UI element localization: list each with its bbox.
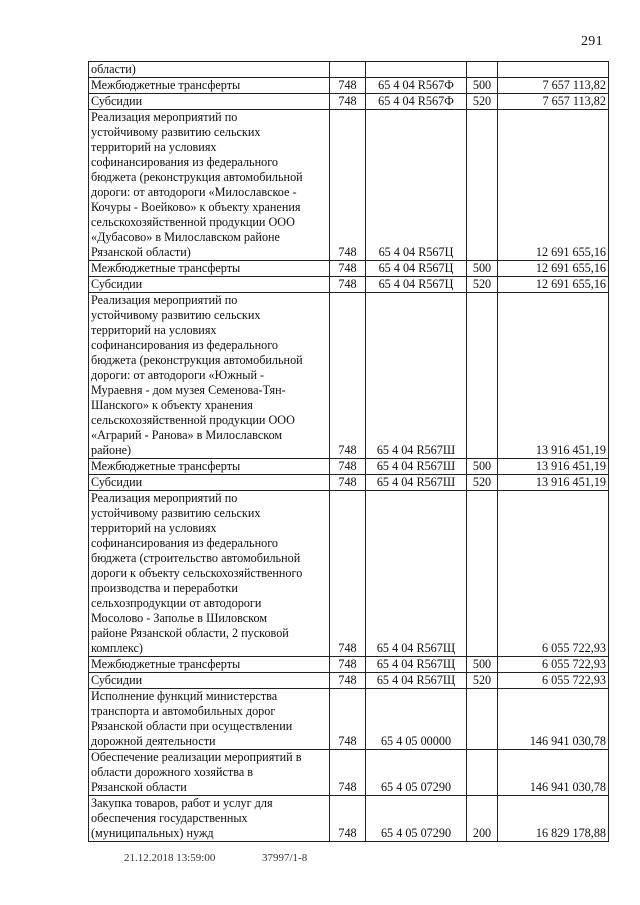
row-vr-cell [467, 750, 498, 796]
row-csr-cell: 65 4 04 R567Щ [366, 491, 467, 657]
row-ved-cell: 748 [330, 94, 366, 110]
table-row [89, 796, 609, 842]
row-sum-cell: 7 657 113,82 [498, 94, 609, 110]
row-csr-cell: 65 4 04 R567Ф [366, 94, 467, 110]
row-name-cell: Субсидии [89, 673, 330, 689]
row-vr-cell [467, 689, 498, 750]
row-csr-cell: 65 4 05 07290 [366, 750, 467, 796]
row-csr-cell: 65 4 04 R567Щ [366, 657, 467, 673]
table-row [89, 459, 609, 475]
budget-table [88, 61, 609, 842]
row-vr-cell: 200 [467, 796, 498, 842]
row-name-cell: Субсидии [89, 277, 330, 293]
table-row [89, 78, 609, 94]
table-row [89, 673, 609, 689]
table-row [89, 491, 609, 657]
footer-timestamp: 21.12.2018 13:59:00 [124, 852, 216, 864]
row-csr-cell: 65 4 04 R567Ш [366, 459, 467, 475]
table-row [89, 657, 609, 673]
row-ved-cell: 748 [330, 796, 366, 842]
budget-table-body [89, 62, 609, 842]
row-vr-cell: 500 [467, 657, 498, 673]
row-ved-cell: 748 [330, 78, 366, 94]
row-sum-cell: 6 055 722,93 [498, 491, 609, 657]
row-sum-cell: 12 691 655,16 [498, 261, 609, 277]
row-sum-cell: 6 055 722,93 [498, 657, 609, 673]
row-sum-cell: 6 055 722,93 [498, 673, 609, 689]
row-ved-cell: 748 [330, 277, 366, 293]
table-row [89, 62, 609, 78]
row-name-cell: Межбюджетные трансферты [89, 261, 330, 277]
row-sum-cell: 7 657 113,82 [498, 78, 609, 94]
row-name-cell: Межбюджетные трансферты [89, 78, 330, 94]
row-vr-cell [467, 491, 498, 657]
row-ved-cell: 748 [330, 689, 366, 750]
row-name-cell: Субсидии [89, 94, 330, 110]
row-ved-cell: 748 [330, 491, 366, 657]
row-vr-cell: 520 [467, 475, 498, 491]
table-row [89, 277, 609, 293]
row-vr-cell: 520 [467, 277, 498, 293]
page-number: 291 [581, 34, 603, 49]
row-vr-cell [467, 110, 498, 261]
table-row [89, 110, 609, 261]
row-ved-cell: 748 [330, 750, 366, 796]
row-ved-cell: 748 [330, 475, 366, 491]
row-name-cell: Реализация мероприятий по устойчивому развитию сельских территорий на условиях софинансирования из федерального бюджета (строительство автомобильной дороги к объекту сельскохозяйственного производства и переработки сельхозпродукции от автодороги Мосолово - Заполье в Шиловском районе Рязанской области, 2 пусковой комплекс) [89, 491, 330, 657]
table-row [89, 261, 609, 277]
row-ved-cell: 748 [330, 261, 366, 277]
row-sum-cell: 13 916 451,19 [498, 459, 609, 475]
row-ved-cell: 748 [330, 293, 366, 459]
row-ved-cell: 748 [330, 110, 366, 261]
row-vr-cell [467, 62, 498, 78]
row-vr-cell: 520 [467, 94, 498, 110]
row-csr-cell: 65 4 04 R567Ф [366, 78, 467, 94]
row-csr-cell: 65 4 05 07290 [366, 796, 467, 842]
row-name-cell: области) [89, 62, 330, 78]
table-row [89, 94, 609, 110]
row-sum-cell: 12 691 655,16 [498, 110, 609, 261]
row-csr-cell: 65 4 04 R567Щ [366, 673, 467, 689]
row-sum-cell: 146 941 030,78 [498, 750, 609, 796]
row-name-cell: Межбюджетные трансферты [89, 657, 330, 673]
row-csr-cell: 65 4 04 R567Ш [366, 293, 467, 459]
row-vr-cell: 500 [467, 261, 498, 277]
row-vr-cell [467, 293, 498, 459]
row-sum-cell: 146 941 030,78 [498, 689, 609, 750]
row-name-cell: Реализация мероприятий по устойчивому развитию сельских территорий на условиях софинансирования из федерального бюджета (реконструкция автомобильной дороги: от автодороги «Южный - Мураевня - дом музея Семенова-Тян- Шанского» к объекту хранения сельскохозяйственной продукции ООО «Аграрий - Ранова» в Милославском районе) [89, 293, 330, 459]
row-ved-cell: 748 [330, 657, 366, 673]
row-csr-cell [366, 62, 467, 78]
footer-document-code: 37997/1-8 [262, 852, 308, 864]
row-csr-cell: 65 4 04 R567Ц [366, 261, 467, 277]
row-sum-cell: 13 916 451,19 [498, 293, 609, 459]
row-sum-cell: 13 916 451,19 [498, 475, 609, 491]
table-row [89, 293, 609, 459]
row-csr-cell: 65 4 04 R567Ц [366, 110, 467, 261]
row-sum-cell: 16 829 178,88 [498, 796, 609, 842]
row-vr-cell: 520 [467, 673, 498, 689]
row-sum-cell: 12 691 655,16 [498, 277, 609, 293]
row-name-cell: Субсидии [89, 475, 330, 491]
row-name-cell: Закупка товаров, работ и услуг для обеспечения государственных (муниципальных) нужд [89, 796, 330, 842]
row-ved-cell: 748 [330, 459, 366, 475]
row-csr-cell: 65 4 04 R567Ц [366, 277, 467, 293]
table-row [89, 475, 609, 491]
row-ved-cell [330, 62, 366, 78]
row-sum-cell [498, 62, 609, 78]
table-row [89, 750, 609, 796]
row-name-cell: Исполнение функций министерства транспорта и автомобильных дорог Рязанской области при осуществлении дорожной деятельности [89, 689, 330, 750]
row-csr-cell: 65 4 04 R567Ш [366, 475, 467, 491]
row-name-cell: Межбюджетные трансферты [89, 459, 330, 475]
table-row [89, 689, 609, 750]
row-name-cell: Обеспечение реализации мероприятий в области дорожного хозяйства в Рязанской области [89, 750, 330, 796]
row-vr-cell: 500 [467, 459, 498, 475]
row-name-cell: Реализация мероприятий по устойчивому развитию сельских территорий на условиях софинансирования из федерального бюджета (реконструкция автомобильной дороги: от автодороги «Милославское - Кочуры - Воейково» к объекту хранения сельскохозяйственной продукции ООО «Дубасово» в Милославском районе Рязанской области) [89, 110, 330, 261]
row-vr-cell: 500 [467, 78, 498, 94]
row-csr-cell: 65 4 05 00000 [366, 689, 467, 750]
row-ved-cell: 748 [330, 673, 366, 689]
